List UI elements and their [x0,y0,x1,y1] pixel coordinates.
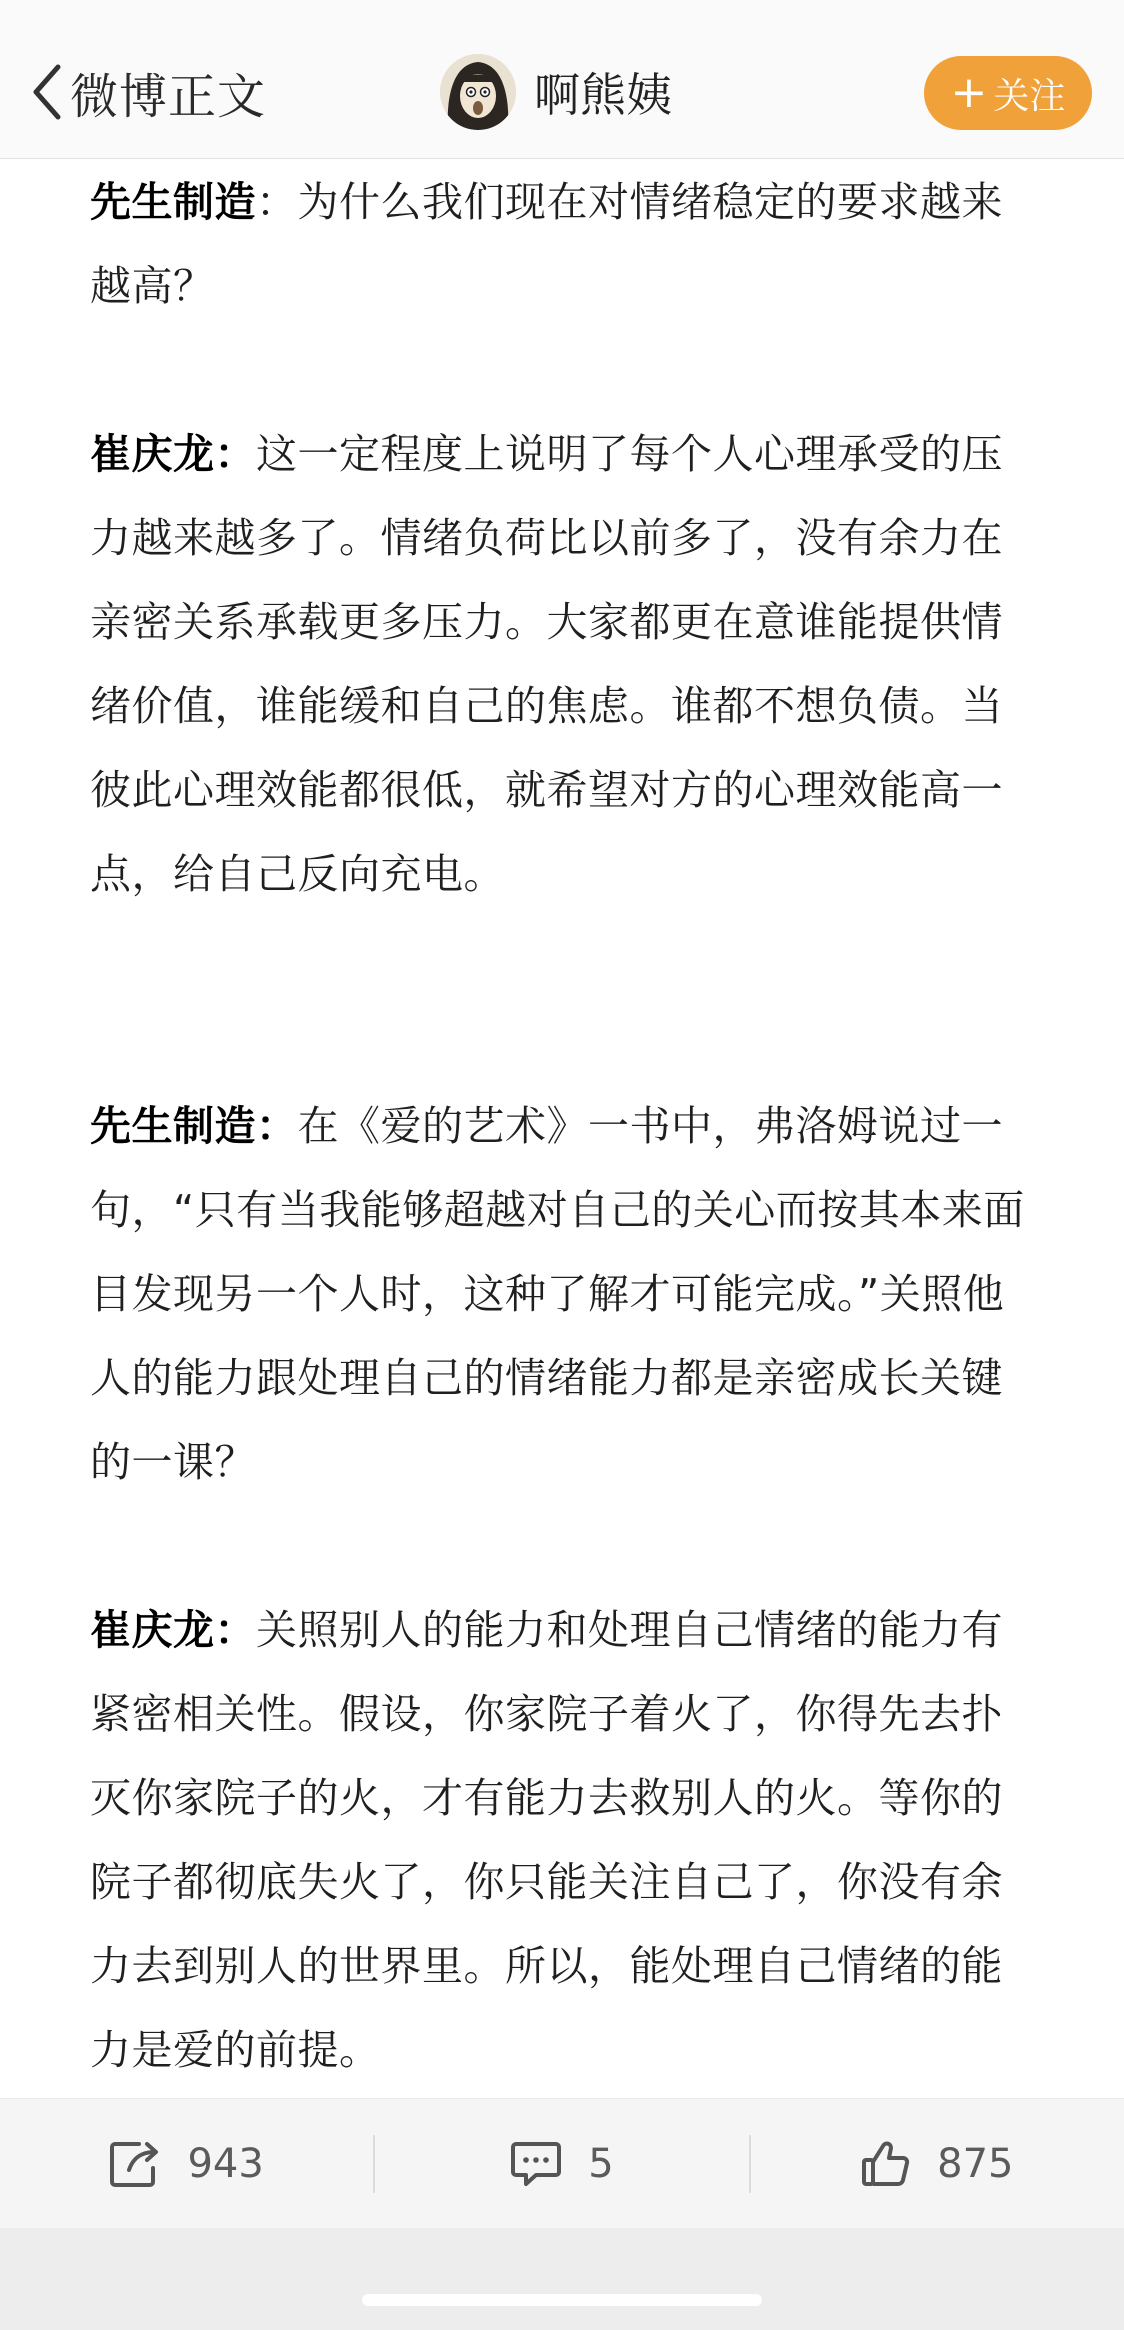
avatar[interactable] [440,54,516,130]
paragraph-1 [90,160,1034,328]
speaker-name: 崔庆龙： [90,1606,256,1654]
thumbs-up-icon [861,2140,937,2188]
back-button[interactable] [30,52,266,132]
paragraph-text: ：为什么我们现在对情绪稳定的要求越来越高？ [90,178,1003,310]
speaker-name: 先生制造 [90,178,256,226]
follow-label: 关注 [993,75,1066,117]
plus-icon: + [950,67,988,118]
paragraph-text: 这一定程度上说明了每个人心理承受的压力越来越多了。情绪负荷比以前多了，没有余力在亲密关系承载更多压力。大家都更在意谁能提供情绪价值，谁能缓和自己的焦虑。谁都不想负债。当彼此心理效能都很低，就希望对方的心理效能高一点，给自己反向充电。 [90,430,1003,898]
paragraph-3 [90,1084,1034,1504]
comment-button[interactable] [375,2099,748,2229]
author-info[interactable] [440,52,672,132]
paragraph-4 [90,1588,1034,2092]
chevron-left-icon [30,63,64,121]
comment-count: 5 [588,2141,614,2187]
paragraph-text: 在《爱的艺术》一书中，弗洛姆说过一句，“只有当我能够超越对自己的关心而按其本来面目发现另一个人时，这种了解才可能完成。”关照他人的能力跟处理自己的情绪能力都是亲密成长关键的一课？ [90,1102,1025,1486]
like-button[interactable] [751,2099,1124,2229]
bottom-safe-area [0,2228,1124,2330]
follow-button[interactable] [924,56,1092,130]
repost-count: 943 [187,2141,264,2187]
author-name: 啊熊姨 [534,68,672,122]
paragraph-text: 关照别人的能力和处理自己情绪的能力有紧密相关性。假设，你家院子着火了，你得先去扑灭你家院子的火，才有能力去救别人的火。等你的院子都彻底失火了，你只能关注自己了，你没有余力去到别人的世界里。所以，能处理自己情绪的能力是爱的前提。 [90,1606,1003,2074]
like-count: 875 [937,2141,1014,2187]
paragraph-2 [90,412,1034,916]
top-nav-bar [0,0,1124,159]
share-icon [109,2140,187,2188]
speaker-name: 崔庆龙： [90,430,256,478]
home-indicator[interactable] [362,2294,762,2306]
repost-button[interactable] [0,2099,373,2229]
action-bar [0,2098,1124,2229]
article-body [90,160,1034,2092]
comment-icon [510,2140,588,2188]
back-label: 微博正文 [70,68,267,125]
speaker-name: 先生制造： [90,1102,298,1150]
